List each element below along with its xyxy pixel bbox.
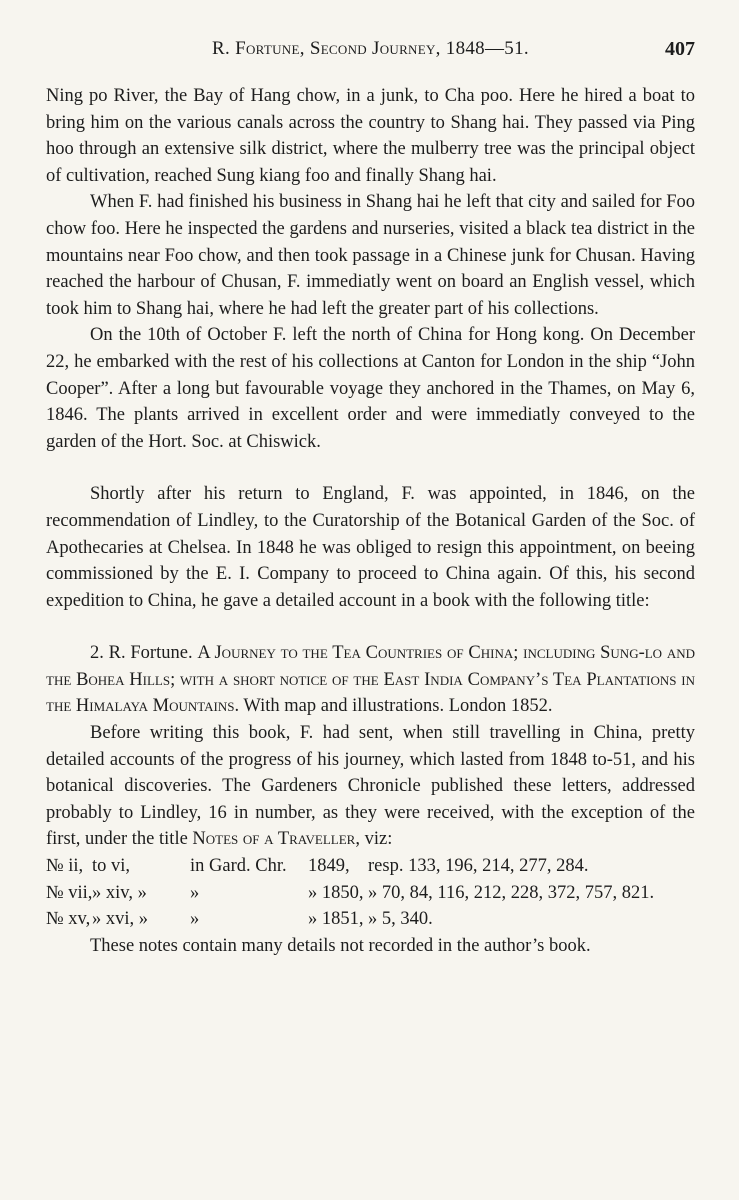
citation-year: » 1851, [308,909,364,930]
notes-title: Notes of a Traveller, [192,829,360,850]
citation-journal: » [190,882,200,903]
notes-paragraph [46,720,695,853]
citation-year: 1849, [308,856,350,877]
closing-paragraph: These notes contain many details not recorded in the author’s book. [90,935,591,956]
citation-pages: » 5, 340. [368,909,433,930]
paragraph: Ning po River, the Bay of Hang chow, in a junk, to Cha poo. Here he hired a boat to bring him on the various canals across the country to Shang hai. They passed via Ping hoo through an extensive silk district, where the mulberry tree was the principal object of cultivation, reached Sung kiang foo and finally Shang hai. [46,86,695,186]
notes-paragraph-text: Before writing this book, F. had sent, when still travelling in China, pretty detailed accounts of the progress of his journey, which lasted from 1848 to-51, and his botanical discoveries. The Gardeners Chronicle published these letters, addressed probably to Lindley, 16 in number, as they were received, with the exception of the first, under the title [46,723,695,850]
paragraph: On the 10th of October F. left the north of China for Hong kong. On December 22, he embarked with the rest of his collections at Canton for London in the ship “John Cooper”. After a long but favourable voyage they anchored in the Thames, on May 6, 1846. The plants arrived in excellent order and were immediatly conveyed to the garden of the Hort. Soc. at Chiswick. [46,325,695,452]
citation-journal: » [190,909,200,930]
citation-range: to vi, [92,856,131,877]
citation-number: № vii, [46,882,93,903]
body-text [46,83,695,959]
citation-number: № xv, [46,909,91,930]
citation-row [46,906,695,933]
book-entry-tail: With map and illustrations. London 1852. [243,696,553,717]
citation-pages: » 70, 84, 116, 212, 228, 372, 757, 821. [368,882,655,903]
citation-range: » xvi, » [92,909,149,930]
citation-number: № ii, [46,856,84,877]
book-entry [46,640,695,720]
running-head [46,38,695,64]
citation-year: » 1850, [308,882,364,903]
citation-pages: resp. 133, 196, 214, 277, 284. [368,856,589,877]
notes-paragraph-tail: viz: [364,829,393,850]
book-entry-lead: 2. R. Fortune. [90,643,193,664]
running-head-title: R. Fortune, Second Journey, 1848—51. [212,38,529,59]
citation-row [46,880,695,907]
page-number: 407 [665,38,695,60]
citation-journal: in Gard. Chr. [190,856,287,877]
paragraph: Shortly after his return to England, F. was appointed, in 1846, on the recommendation of Lindley, to the Curatorship of the Botanical Garden of the Soc. of Apothecaries at Chelsea. In 1848 he was obliged to resign this appointment, on beeing commissioned by the E. I. Company to proceed to China again. Of this, his second expedition to China, he gave a detailed account in a book with the following title: [46,484,695,611]
citation-row [46,853,695,880]
citation-range: » xiv, » [92,882,147,903]
book-title: A Journey to the Tea Countries of China; including Sung-lo and the Bohea Hills; with a short notice of the East India Company’s Tea Plantations in the Himalaya Mountains. [46,643,696,717]
paragraph: When F. had finished his business in Shang hai he left that city and sailed for Foo chow foo. Here he inspected the gardens and nurseries, visited a black tea district in the mountains near Foo chow, and then took passage in a Chinese junk for Chusan. Having reached the harbour of Chusan, F. immediatly went on board an English vessel, which took him to Shang hai, where he had left the greater part of his collections. [46,192,695,319]
